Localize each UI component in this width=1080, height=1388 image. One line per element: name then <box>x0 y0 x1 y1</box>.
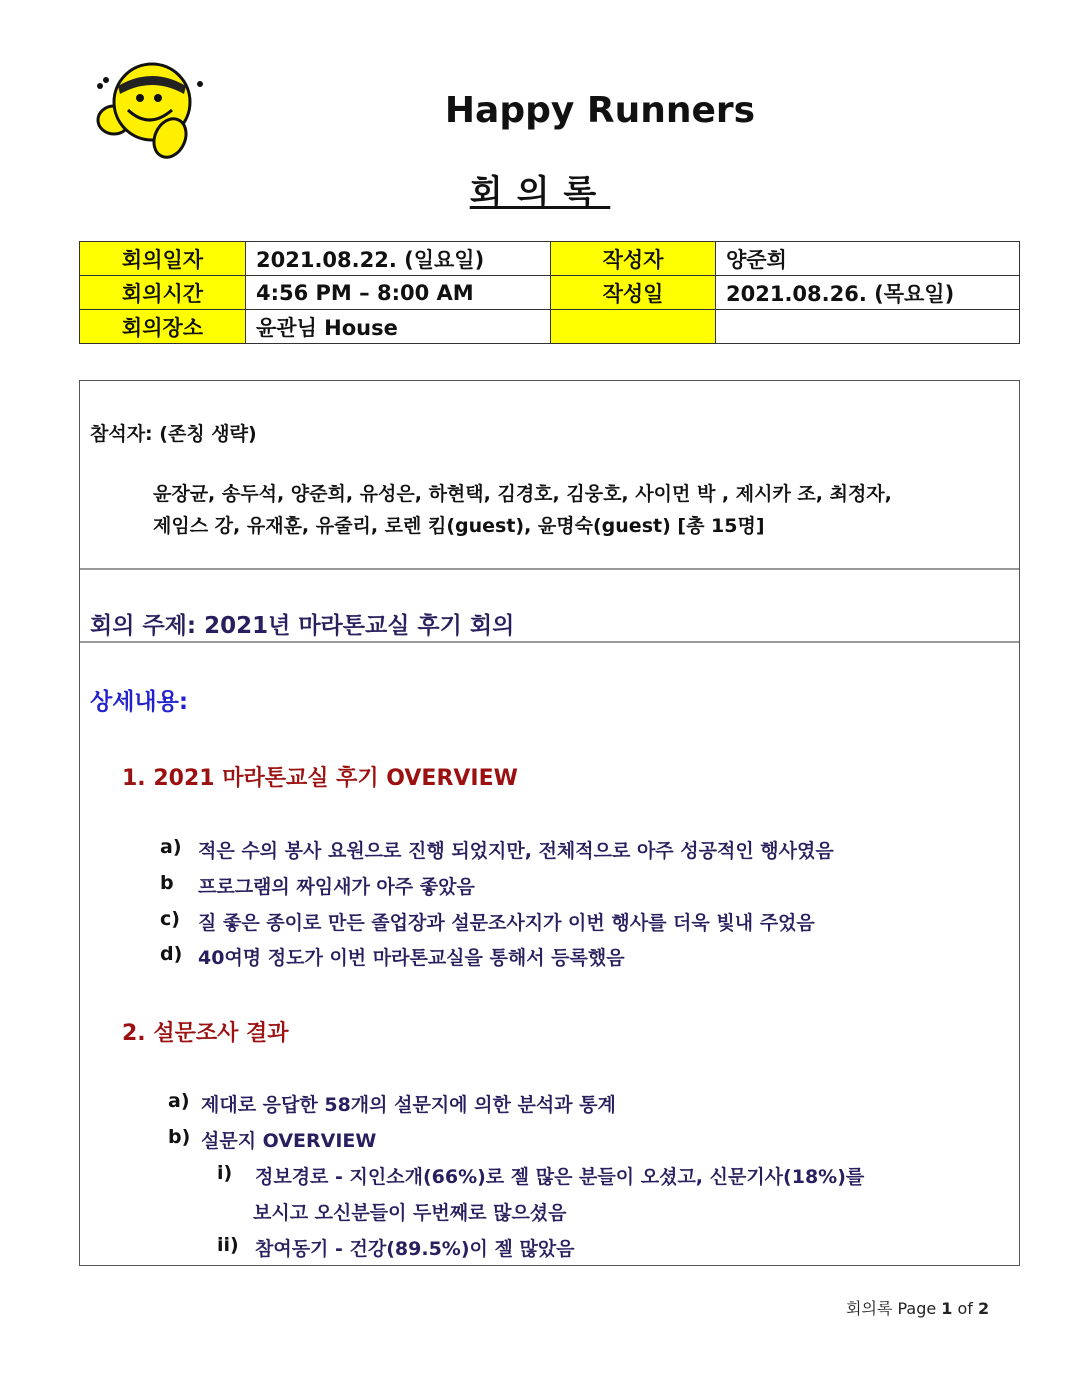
meeting-info-table <box>79 241 1020 344</box>
label-place: 회의장소 <box>80 310 246 344</box>
footer-prefix: 회의록 Page <box>846 1299 942 1318</box>
item-marker: b <box>160 872 174 894</box>
list-item: 참여동기 - 건강(89.5%)이 젤 많았음 <box>255 1238 575 1260</box>
item-marker: a) <box>168 1090 190 1112</box>
table-row <box>80 310 1020 344</box>
label-time: 회의시간 <box>80 276 246 310</box>
page-number: 1 <box>941 1299 953 1318</box>
divider <box>80 568 1019 570</box>
minutes-body <box>79 380 1020 1266</box>
table-row <box>80 276 1020 310</box>
value-written-date: 2021.08.26. (목요일) <box>716 276 1020 310</box>
value-time: 4:56 PM – 8:00 AM <box>246 276 551 310</box>
item-marker: d) <box>160 943 183 965</box>
document-subtitle: 회의록 <box>469 173 611 213</box>
list-item: 질 좋은 종이로 만든 졸업장과 설문조사지가 이번 행사를 더욱 빛내 주었음 <box>198 912 815 934</box>
value-place: 윤관님 House <box>246 310 551 344</box>
value-date: 2021.08.22. (일요일) <box>246 242 551 276</box>
list-item: 적은 수의 봉사 요원으로 진행 되었지만, 전체적으로 아주 성공적인 행사였음 <box>198 840 834 862</box>
list-item: 프로그램의 짜임새가 아주 좋았음 <box>198 876 475 898</box>
divider <box>80 641 1019 643</box>
attendees-label: 참석자: (존칭 생략) <box>90 423 257 445</box>
smiley-runner-logo <box>92 58 212 162</box>
item-marker: b) <box>168 1126 191 1148</box>
item-marker: c) <box>160 908 180 930</box>
section-heading: 2. 설문조사 결과 <box>122 1021 289 1046</box>
list-item: 40여명 정도가 이번 마라톤교실을 통해서 등록했음 <box>198 947 625 969</box>
label-author: 작성자 <box>551 242 716 276</box>
list-item: 설문지 OVERVIEW <box>201 1130 377 1152</box>
list-item-continued: 보시고 오신분들이 두번째로 많으셨음 <box>253 1202 567 1224</box>
empty-value <box>716 310 1020 344</box>
footer-of: of <box>952 1299 979 1318</box>
list-item: 제대로 응답한 58개의 설문지에 의한 분석과 통계 <box>201 1094 616 1116</box>
page-title: Happy Runners <box>444 90 756 131</box>
item-marker: i) <box>217 1162 233 1184</box>
label-written-date: 작성일 <box>551 276 716 310</box>
section-heading: 1. 2021 마라톤교실 후기 OVERVIEW <box>122 766 518 791</box>
meeting-topic: 회의 주제: 2021년 마라톤교실 후기 회의 <box>90 613 515 639</box>
attendees-line: 제임스 강, 유재훈, 유줄리, 로렌 킴(guest), 윤명숙(guest) [총 15명] <box>153 515 765 537</box>
item-marker: a) <box>160 836 182 858</box>
item-marker: ii) <box>217 1234 239 1256</box>
table-row <box>80 242 1020 276</box>
details-label: 상세내용: <box>90 689 189 715</box>
list-item: 정보경로 - 지인소개(66%)로 젤 많은 분들이 오셨고, 신문기사(18%)를 <box>255 1166 865 1188</box>
attendees-line: 윤장균, 송두석, 양준희, 유성은, 하현택, 김경호, 김웅호, 사이먼 박 , 제시카 조, 최정자, <box>153 483 892 505</box>
page-total: 2 <box>978 1299 990 1318</box>
empty-label <box>551 310 716 344</box>
page-footer <box>846 1296 989 1319</box>
label-date: 회의일자 <box>80 242 246 276</box>
value-author: 양준희 <box>716 242 1020 276</box>
